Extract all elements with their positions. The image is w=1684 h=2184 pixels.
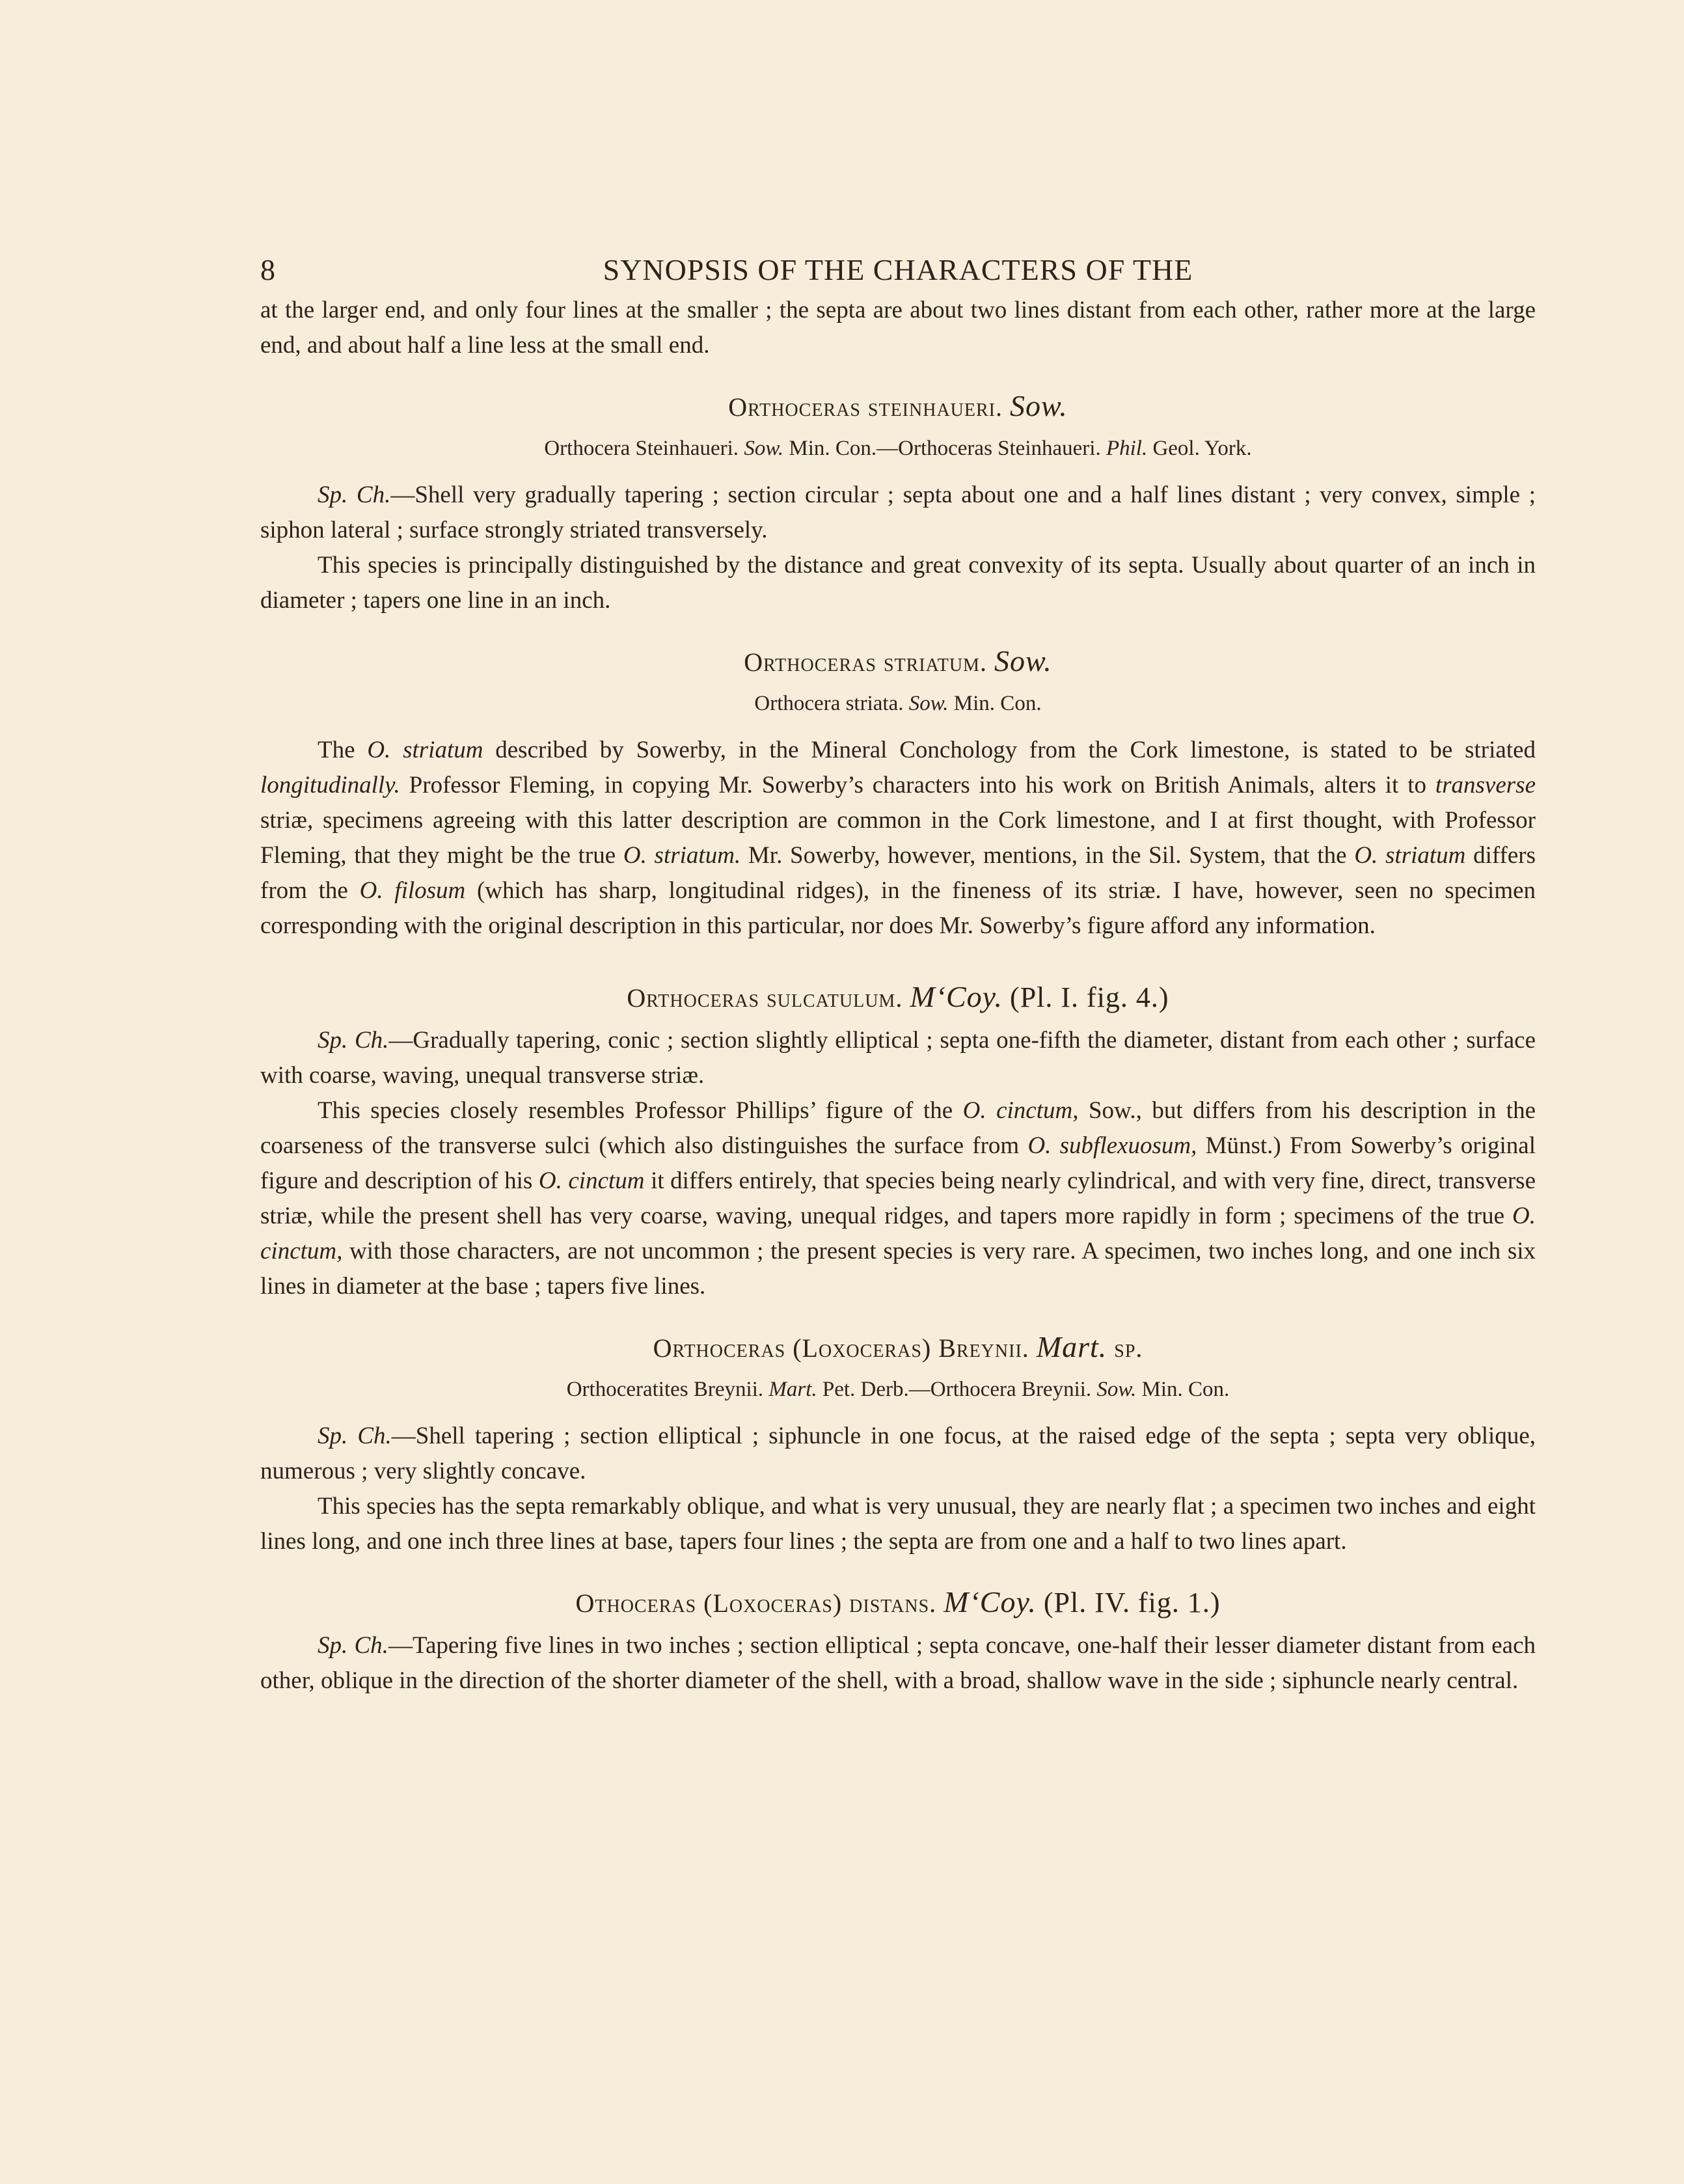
diagnosis-paragraph <box>260 478 1536 548</box>
synonym-author: Sow. <box>1096 1378 1137 1401</box>
diagnosis-text: —Shell very gradually tapering ; section circular ; septa about one and a half lines distant ; very convex, simple ; siphon lateral ; surface strongly striated transversely. <box>260 482 1536 543</box>
remarks-paragraph: This species is principally distinguished by the distance and great convexity of its septa. Usually about quarter of an inch in diameter ; tapers one line in an inch. <box>260 552 1536 614</box>
synonym-author: Sow. <box>744 437 784 460</box>
synonym-author: Phil. <box>1106 437 1148 460</box>
diagnosis-text: —Shell tapering ; section elliptical ; siphuncle in one focus, at the raised edge of the septa ; septa very oblique, numerous ; very slightly concave. <box>260 1423 1536 1484</box>
synonym-text: Min. Con. <box>953 692 1042 715</box>
text-run: with those characters, are not uncommon ; the present species is very rare. A specimen, two inches long, and one inch six lines in diameter at the base ; tapers five lines. <box>260 1238 1536 1300</box>
text-run: Mr. Sowerby, however, mentions, in the Sil. System, that the <box>748 842 1347 869</box>
synonymy-steinhaueri <box>260 432 1536 465</box>
species-name: Orthoceras (Loxoceras) Breynii. <box>653 1333 1029 1363</box>
running-title: SYNOPSIS OF THE CHARACTERS OF THE <box>603 253 1193 286</box>
species-author: M‘Coy. <box>910 980 1003 1013</box>
running-head <box>260 247 1536 293</box>
species-author: Sow. <box>994 644 1052 677</box>
synonym-author: Mart. <box>768 1378 817 1401</box>
synonym-text: Min. Con.—Orthoceras Steinhaueri. <box>789 437 1101 460</box>
text-run: (which has sharp, longitudinal ridges), in the fineness of its striæ. I have, however, seen no specimen corresponding with the original description in this particular, nor does Mr. Sowerby’s figure afford any information. <box>260 877 1536 939</box>
taxon-italic: O. cinctum <box>538 1167 645 1194</box>
taxon-italic: O. subflexuosum, <box>1027 1132 1197 1159</box>
species-heading-breynii <box>260 1328 1536 1368</box>
text-run: Münst.) From Sowerby’s original figure and description of his <box>260 1132 1536 1194</box>
page <box>260 247 1536 2004</box>
diagnosis-paragraph <box>260 1628 1536 1699</box>
diagnosis-text: —Tapering five lines in two inches ; section elliptical ; septa concave, one-half their lesser diameter distant from each other, oblique in the direction of the shorter diameter of the shell, with a broad, shallow wave in the side ; siphuncle nearly central. <box>260 1632 1536 1694</box>
synonym-text: Pet. Derb.—Orthocera Breynii. <box>822 1378 1092 1401</box>
diagnosis-paragraph <box>260 1419 1536 1489</box>
remarks-paragraph: This species has the septa remarkably oblique, and what is very unusual, they are nearly flat ; a specimen two inches and eight lines long, and one inch three lines at base, tapers four lines ; the septa are from one and a half to two lines apart. <box>260 1493 1536 1555</box>
synonym-text: Orthoceratites Breynii. <box>566 1378 764 1401</box>
synonymy-striatum <box>260 687 1536 720</box>
synonym-text: Min. Con. <box>1141 1378 1230 1401</box>
text-run: described by Sowerby, in the Mineral Conchology from the Cork limestone, is stated to be striated <box>495 737 1536 763</box>
text-run: striæ, specimens agreeing with this latter description are common in the Cork limestone, and I at first thought, with Professor Fleming, that they might be the true <box>260 807 1536 869</box>
taxon-italic: O. cinctum, <box>962 1097 1079 1124</box>
species-author: Sow. <box>1009 389 1068 422</box>
species-name: Othoceras (Loxoceras) distans. <box>575 1589 937 1618</box>
synonym-text: Geol. York. <box>1152 437 1252 460</box>
taxon-italic: O. striatum <box>367 737 483 763</box>
diagnosis-paragraph <box>260 1023 1536 1093</box>
species-author: M‘Coy. <box>944 1585 1037 1618</box>
sp-ch-label: Sp. Ch. <box>318 1027 389 1054</box>
species-name: Orthoceras steinhaueri. <box>728 392 1003 422</box>
synonym-text: Orthocera striata. <box>754 692 904 715</box>
text-run: it differs entirely, that species being nearly cylindrical, and with very fine, direct, transverse striæ, while the present shell has very coarse, waving, unequal ridges, and tapers more rapidly in form ; specimens of the true <box>260 1167 1536 1229</box>
synonym-text: Orthocera Steinhaueri. <box>544 437 739 460</box>
plate-reference: (Pl. I. fig. 4.) <box>1010 981 1169 1013</box>
synonym-author: Sow. <box>908 692 949 715</box>
intro-paragraph: at the larger end, and only four lines at the smaller ; the septa are about two lines distant from each other, rather more at the large end, and about half a line less at the small end. <box>260 297 1536 359</box>
emphasis-italic: transverse <box>1435 772 1536 799</box>
text-run: Sow., but differs from his description in the coarseness of the transverse sulci (which also distinguishes the surface from <box>260 1097 1536 1159</box>
species-heading-steinhaueri <box>260 387 1536 427</box>
remarks-paragraph <box>260 733 1536 944</box>
species-heading-striatum <box>260 642 1536 682</box>
taxon-italic: O. striatum <box>1354 842 1466 869</box>
taxon-italic: O. cinctum, <box>260 1203 1536 1264</box>
species-author: Mart. <box>1036 1330 1107 1363</box>
text-run: Professor Fleming, in copying Mr. Sowerby’s characters into his work on British Animals, alters it to <box>409 772 1426 799</box>
sp-ch-label: Sp. Ch. <box>318 482 391 508</box>
sp-ch-label: Sp. Ch. <box>318 1423 392 1449</box>
species-heading-distans <box>260 1583 1536 1623</box>
taxon-italic: O. filosum <box>359 877 466 904</box>
diagnosis-text: —Gradually tapering, conic ; section slightly elliptical ; septa one-fifth the diameter, distant from each other ; surface with coarse, waving, unequal transverse striæ. <box>260 1027 1536 1089</box>
remarks-paragraph <box>260 1093 1536 1304</box>
text-run: The <box>318 737 355 763</box>
species-suffix: sp. <box>1114 1333 1143 1363</box>
emphasis-italic: longitudinally. <box>260 772 400 799</box>
sp-ch-label: Sp. Ch. <box>318 1632 388 1659</box>
synonymy-breynii <box>260 1373 1536 1406</box>
text-run: differs from the <box>260 842 1536 904</box>
text-run: This species closely resembles Professor Phillips’ figure of the <box>318 1097 953 1124</box>
species-heading-sulcatulum <box>260 977 1536 1018</box>
species-name: Orthoceras sulcatulum. <box>627 983 903 1013</box>
plate-reference: (Pl. IV. fig. 1.) <box>1043 1587 1221 1618</box>
page-number: 8 <box>260 253 276 286</box>
taxon-italic: O. striatum. <box>623 842 741 869</box>
species-name: Orthoceras striatum. <box>744 648 987 677</box>
